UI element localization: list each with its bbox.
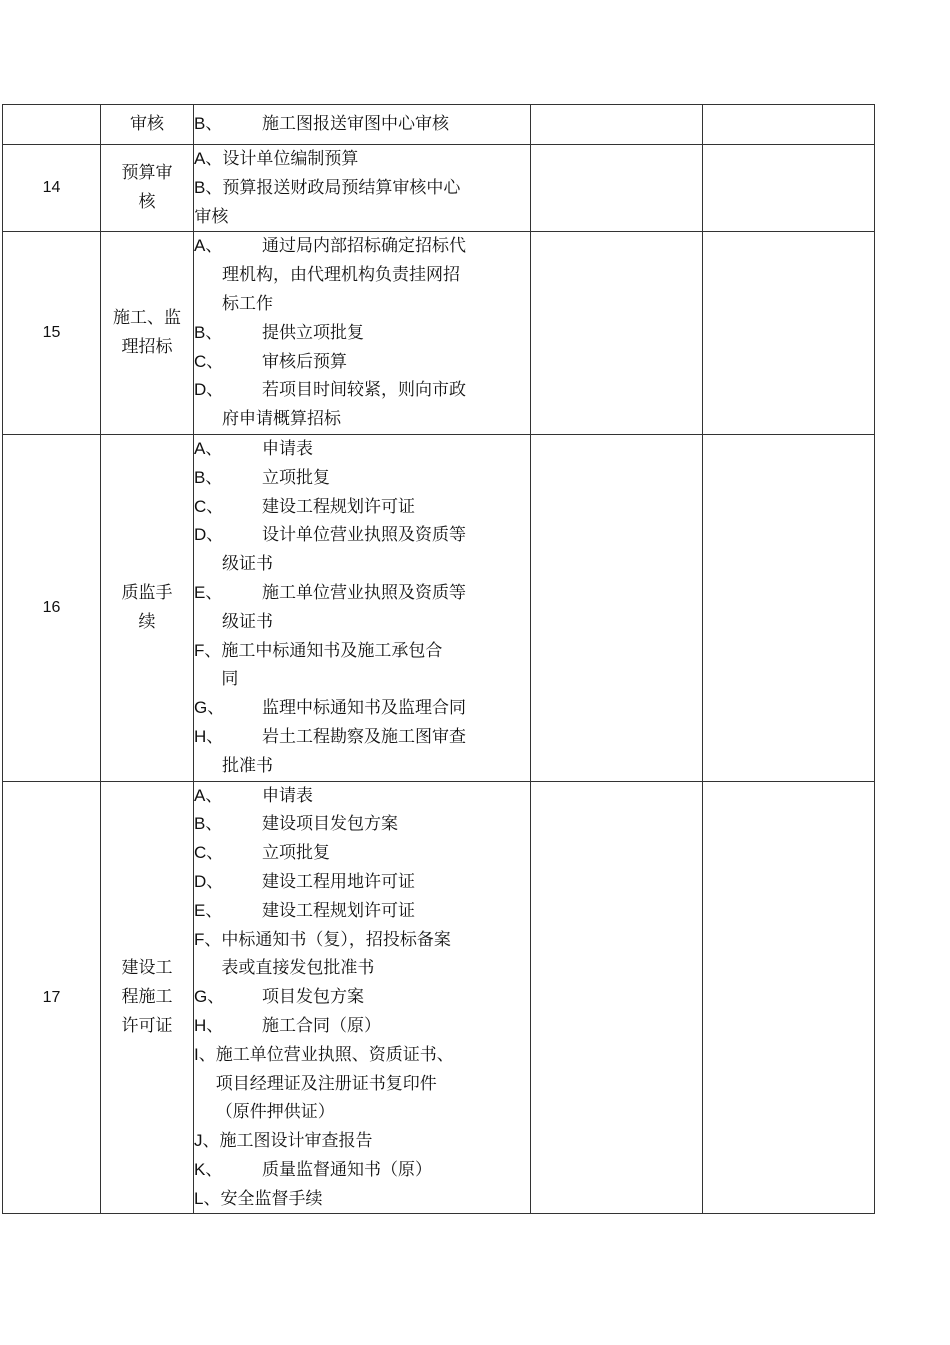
item-text-line: 岩土工程勘察及施工图审查 [262,726,466,747]
item-text [222,723,530,781]
item-text [216,1041,530,1127]
item-text-line: 项目发包方案 [262,987,364,1008]
procedure-name: 建设工程施工许可证 [101,781,194,1214]
material-item [194,897,530,926]
approval-procedure-table [2,104,875,1214]
material-item [194,926,530,984]
blank-column-1 [531,145,703,232]
item-text [262,694,530,723]
item-text [262,493,530,522]
row-number: 14 [3,145,101,232]
item-text-line: 安全监督手续 [220,1188,323,1209]
blank-column-1 [531,232,703,435]
procedure-name: 施工、监理招标 [101,232,194,435]
blank-column-2 [703,145,875,232]
item-text [262,839,530,868]
material-item [194,110,530,139]
item-text-line: 监理中标通知书及监理合同 [262,698,466,719]
table-row [3,434,875,781]
item-text [262,435,530,464]
material-item [194,983,530,1012]
item-text-line: 表或直接发包批准书 [221,958,375,979]
table-body [3,105,875,1214]
row-number: 17 [3,781,101,1214]
blank-column-2 [703,434,875,781]
item-text-line: 立项批复 [262,467,330,488]
item-text-line: 级证书 [222,554,273,575]
blank-column-2 [703,781,875,1214]
item-label: E、 [194,900,223,920]
blank-column-2 [703,232,875,435]
row-number [3,105,101,145]
item-label: G、 [194,698,225,718]
item-text [194,174,530,232]
item-text [222,232,530,318]
material-item [194,810,530,839]
item-text [220,1185,530,1214]
item-text [262,319,530,348]
item-label: D、 [194,871,224,891]
blank-column-1 [531,781,703,1214]
row-number: 15 [3,232,101,435]
item-label: H、 [194,1015,224,1035]
procedure-name: 质监手续 [101,434,194,781]
item-text [262,868,530,897]
material-item [194,723,530,781]
item-text-line: 申请表 [262,785,313,806]
item-label: C、 [194,351,224,371]
item-text [262,983,530,1012]
item-text-line: 立项批复 [262,843,330,864]
item-text-line: 审核 [194,206,229,227]
item-text [221,926,530,984]
item-text-line: 若项目时间较紧，则向市政 [262,380,466,401]
item-text [262,1012,530,1041]
material-item [194,1041,530,1127]
item-text [220,1127,531,1156]
item-text [222,145,530,174]
item-label: J、 [194,1131,220,1151]
item-text-line: 府申请概算招标 [222,409,341,430]
table-row [3,232,875,435]
material-item [194,376,530,434]
item-text-line: 项目经理证及注册证书复印件 [215,1073,437,1094]
item-text-line: 预算报送财政局预结算审核中心 [222,177,461,198]
item-label: B、 [194,467,223,487]
item-text-line: 标工作 [222,293,273,314]
item-text-line: 设计单位营业执照及资质等 [262,525,466,546]
procedure-name: 审核 [101,105,194,145]
item-text-line: 建设项目发包方案 [262,814,398,835]
blank-column-2 [703,105,875,145]
item-label: I、 [194,1044,216,1064]
material-item [194,319,530,348]
material-item [194,464,530,493]
material-item [194,435,530,464]
procedure-name: 预算审核 [101,145,194,232]
item-label: C、 [194,496,224,516]
item-label: F、 [194,929,222,949]
item-text [222,579,530,637]
item-text-line: 施工图报送审图中心审核 [262,114,449,135]
item-label: B、 [194,114,223,134]
material-item [194,521,530,579]
material-item [194,174,530,232]
material-item [194,579,530,637]
item-text-line: 通过局内部招标确定招标代 [262,236,466,257]
item-text-line: 质量监督通知书（原） [262,1159,432,1180]
item-text [262,782,530,811]
item-text-line: 建设工程规划许可证 [262,900,415,921]
item-text-line: （原件押供证） [215,1102,335,1123]
material-item [194,868,530,897]
material-item [194,1185,530,1214]
material-item [194,1127,530,1156]
item-label: G、 [194,987,225,1007]
item-label: L、 [194,1188,221,1208]
blank-column-1 [531,105,703,145]
item-text-line: 建设工程用地许可证 [262,871,415,892]
item-text-line: 施工图设计审查报告 [219,1131,373,1152]
required-materials [194,232,531,435]
item-label: A、 [194,785,223,805]
material-item [194,694,530,723]
item-text-line: 提供立项批复 [262,322,364,343]
material-item [194,1156,530,1185]
required-materials [194,105,531,145]
table-row [3,145,875,232]
item-text-line: 申请表 [262,438,313,459]
material-item [194,348,530,377]
item-text-line: 批准书 [222,755,273,776]
blank-column-1 [531,434,703,781]
material-item [194,839,530,868]
material-item [194,1012,530,1041]
item-label: B、 [194,177,223,197]
material-item [194,782,530,811]
item-text-line: 设计单位编制预算 [222,149,359,169]
item-text-line: 施工合同（原） [262,1015,381,1036]
item-text [262,464,530,493]
material-item [194,493,530,522]
item-label: C、 [194,843,224,863]
required-materials [194,781,531,1214]
table-row [3,105,875,145]
required-materials [194,434,531,781]
item-text-line: 施工中标通知书及施工承包合 [221,640,443,661]
item-text [262,897,530,926]
item-label: F、 [194,640,222,660]
item-text [262,1156,530,1185]
row-number: 16 [3,434,101,781]
material-item [194,145,530,174]
item-label: A、 [194,236,223,256]
item-label: B、 [194,814,223,834]
item-label: K、 [194,1159,223,1179]
item-text-line: 中标通知书（复），招投标备案 [221,929,451,950]
item-text [221,637,530,695]
item-text [262,110,530,139]
item-label: A、 [194,438,223,458]
table-row [3,781,875,1214]
item-label: E、 [194,582,223,602]
item-text [222,521,530,579]
item-text-line: 施工单位营业执照、资质证书、 [215,1044,454,1065]
item-text-line: 级证书 [222,611,273,632]
item-text-line: 理机构，由代理机构负责挂网招 [222,265,460,286]
item-text-line: 同 [221,669,239,690]
item-text [262,810,530,839]
material-item [194,232,530,318]
item-text-line: 建设工程规划许可证 [262,496,415,517]
item-label: H、 [194,726,224,746]
material-item [194,637,530,695]
required-materials [194,145,531,232]
item-text [222,376,530,434]
item-text-line: 施工单位营业执照及资质等 [262,582,466,603]
item-label: D、 [194,525,224,545]
item-label: A、 [194,149,223,168]
item-text [262,348,530,377]
item-label: B、 [194,322,223,342]
item-text-line: 审核后预算 [262,351,347,372]
item-label: D、 [194,380,224,400]
